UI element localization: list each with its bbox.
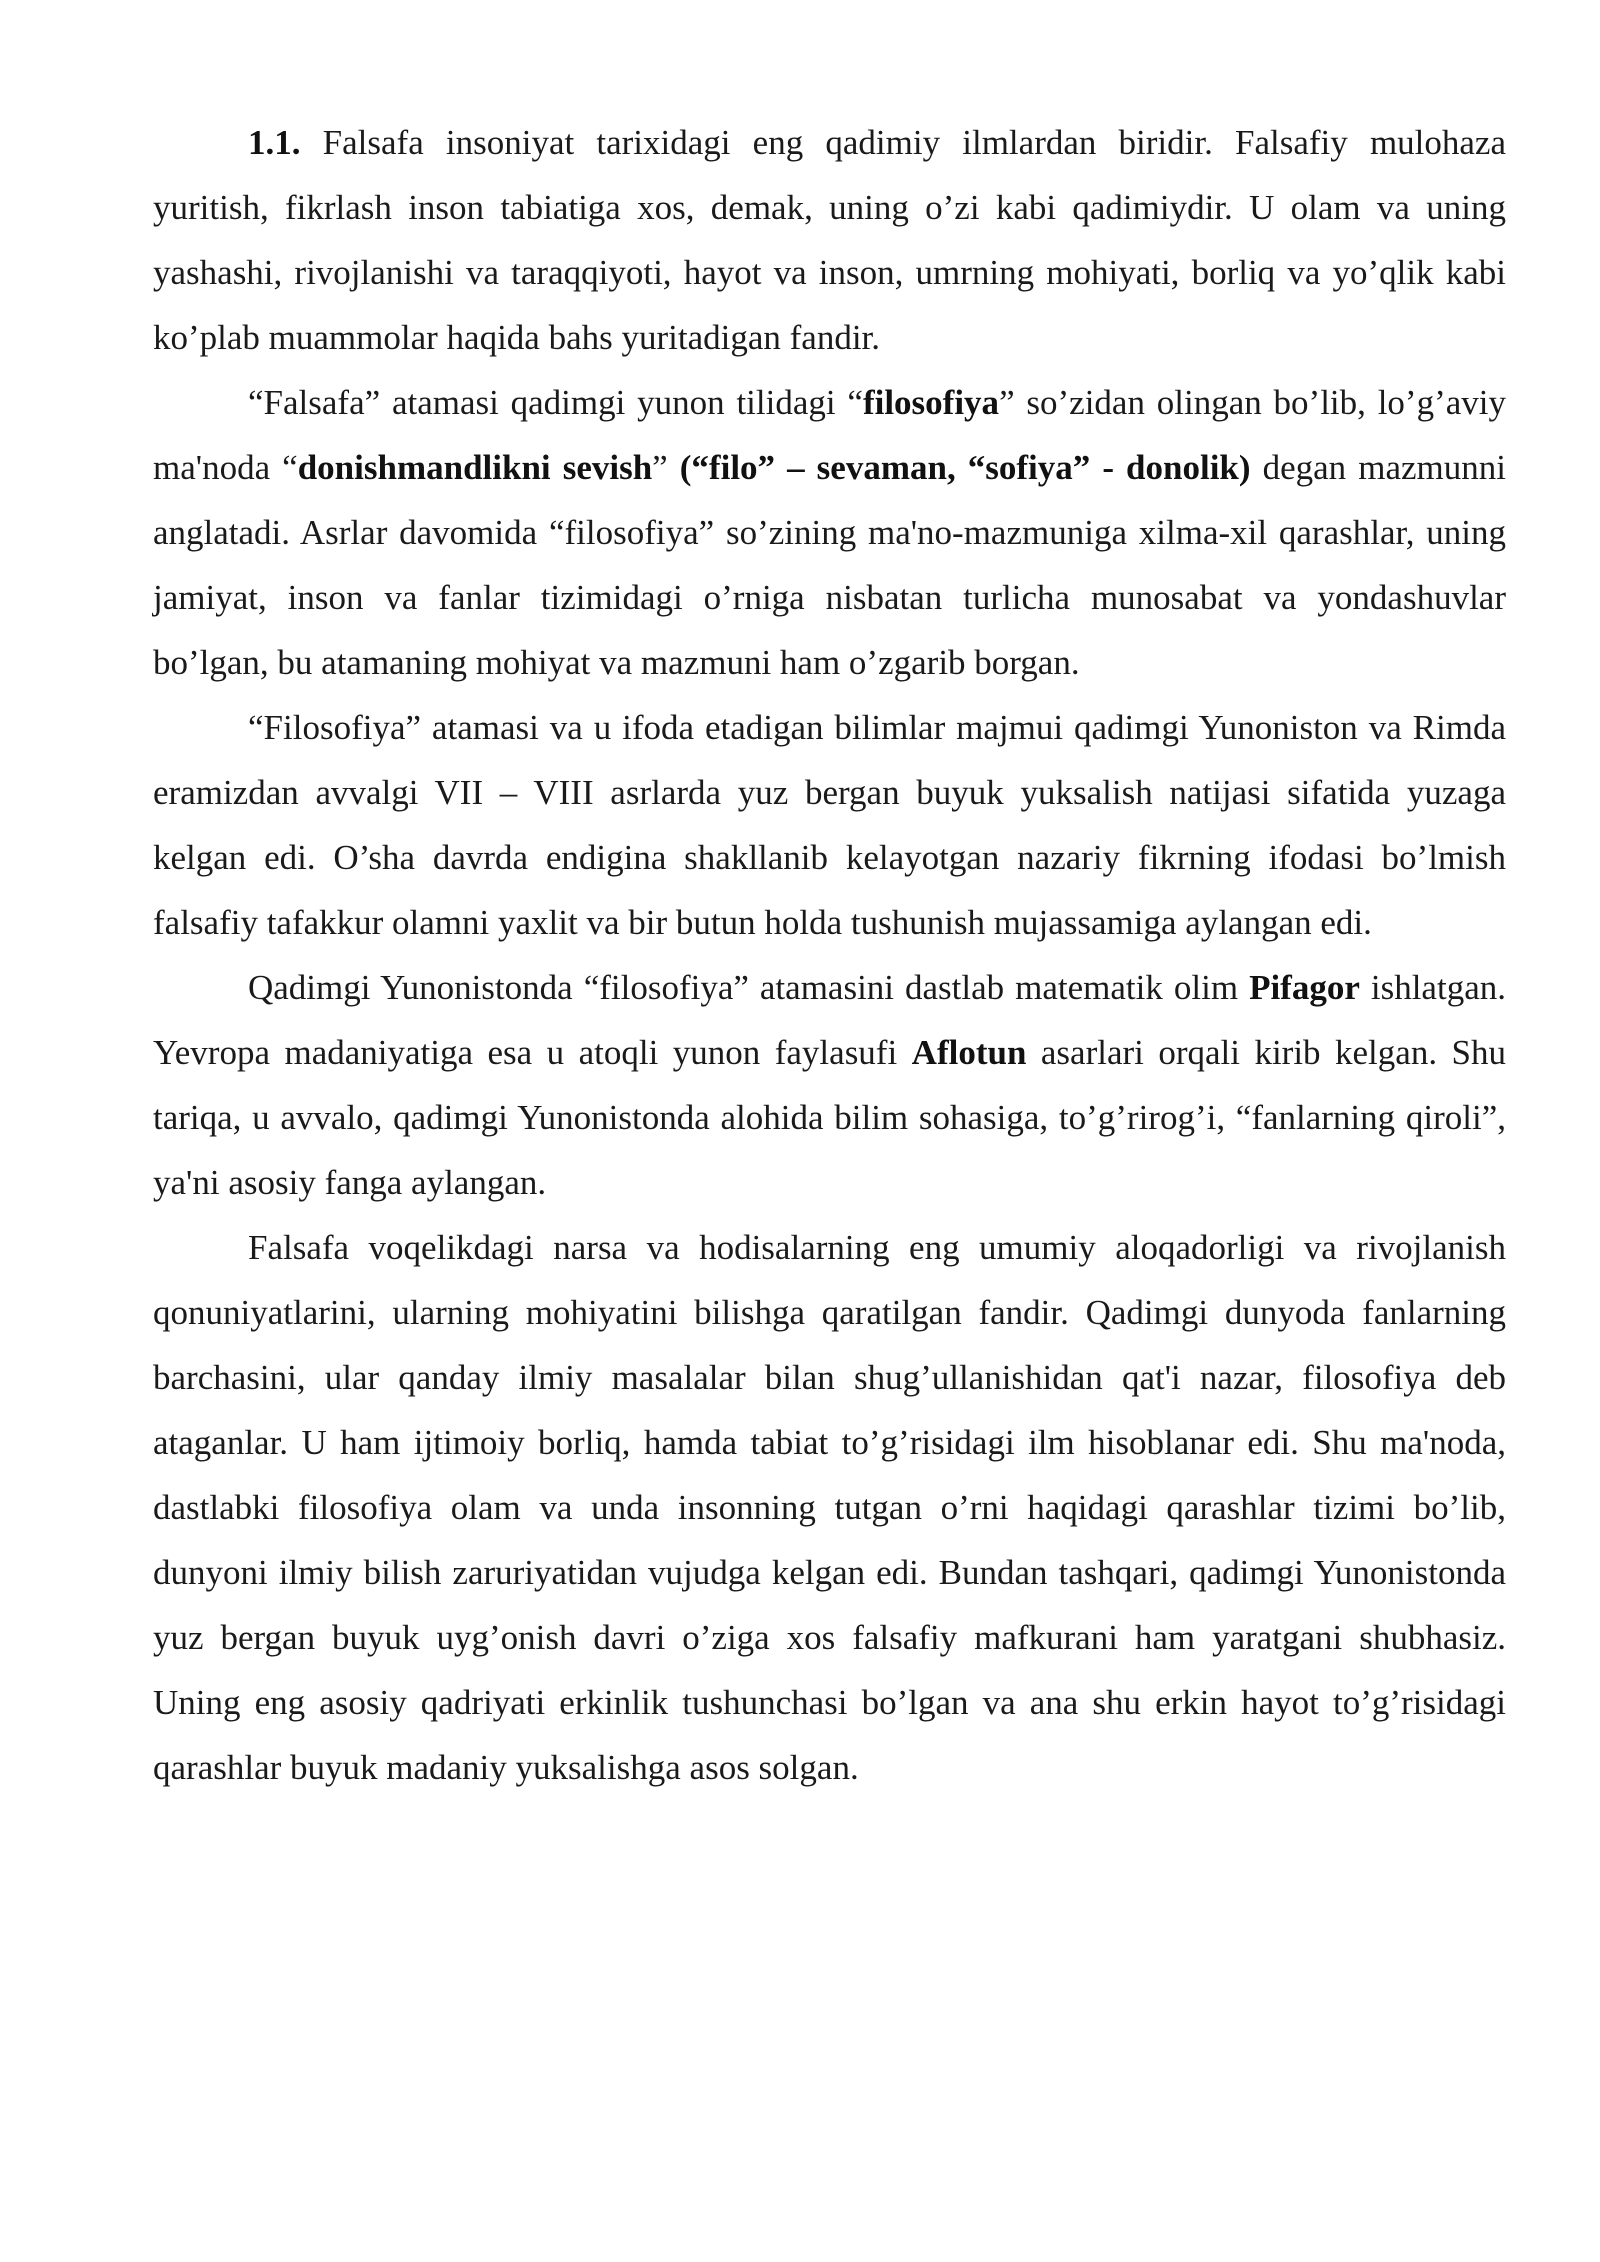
paragraph-text: Falsafa insoniyat tarixidagi eng qadimiy ilmlardan biridir. Falsafiy mulohaza yuritish, fikrlash inson tabiatiga xos, demak, uning o’zi kabi qadimiydir. U olam va uning yashashi, rivojlanishi va taraqqiyoti, hayot va inson, umrning mohiyati, borliq va yo’qlik kabi ko’plab muammolar haqida bahs yuritadigan fandir. bbox=[153, 123, 1506, 357]
paragraph-text: “Falsafa” atamasi qadimgi yunon tilidagi “ bbox=[248, 383, 863, 422]
paragraph-text: “Filosofiya” atamasi va u ifoda etadigan bilimlar majmui qadimgi Yunoniston va Rimda eramizdan avvalgi VII – VIII asrlarda yuz bergan buyuk yuksalish natijasi sifatida yuzaga kelgan edi. O’sha davrda endigina shakllanib kelayotgan nazariy fikrning ifodasi bo’lmish falsafiy tafakkur olamni yaxlit va bir butun holda tushunish mujassamiga aylangan edi. bbox=[153, 708, 1506, 942]
paragraph-text: Falsafa voqelikdagi narsa va hodisalarning eng umumiy aloqadorligi va rivojlanish qonuniyatlarini, ularning mohiyatini bilishga qaratilgan fandir. Qadimgi dunyoda fanlarning barchasini, ular qanday ilmiy masalalar bilan shug’ullanishidan qat'i nazar, filosofiya deb ataganlar. U ham ijtimoiy borliq, hamda tabiat to’g’risidagi ilm hisoblanar edi. Shu ma'noda, dastlabki filosofiya olam va unda insonning tutgan o’rni haqidagi qarashlar tizimi bo’lib, dunyoni ilmiy bilish zaruriyatidan vujudga kelgan edi. Bundan tashqari, qadimgi Yunonistonda yuz bergan buyuk uyg’onish davri o’ziga xos falsafiy mafkurani ham yaratgani shubhasiz. Uning eng asosiy qadriyati erkinlik tushunchasi bo’lgan va ana shu erkin hayot to’g’risidagi qarashlar buyuk madaniy yuksalishga asos solgan. bbox=[153, 1228, 1506, 1787]
name-pifagor: Pifagor bbox=[1249, 968, 1360, 1007]
paragraph-5 bbox=[153, 1215, 1506, 1800]
document-body bbox=[153, 110, 1506, 1800]
paragraph-text: ” bbox=[652, 448, 680, 487]
term-donishmandlikni-sevish: donishmandlikni sevish bbox=[297, 448, 653, 487]
section-number: 1.1. bbox=[248, 123, 301, 162]
term-filosofiya: filosofiya bbox=[862, 383, 1000, 422]
paragraph-1 bbox=[153, 110, 1506, 370]
paragraph-3 bbox=[153, 695, 1506, 955]
paragraph-4 bbox=[153, 955, 1506, 1215]
paragraph-text: Qadimgi Yunonistonda “filosofiya” atamasini dastlab matematik olim bbox=[248, 968, 1250, 1007]
term-etymology: (“filo” – sevaman, “sofiya” - donolik) bbox=[679, 448, 1251, 487]
paragraph-2 bbox=[153, 370, 1506, 695]
name-aflotun: Aflotun bbox=[911, 1033, 1027, 1072]
paragraph-text: ” so’zidan olingan bo’lib, lo’g’aviy ma'noda “ bbox=[153, 383, 1507, 487]
paragraph-text: asarlari orqali kirib kelgan. Shu tariqa, u avvalo, qadimgi Yunonistonda alohida bilim sohasiga, to’g’rirog’i, “fanlarning qiroli”, ya'ni asosiy fanga aylangan. bbox=[153, 1033, 1506, 1202]
paragraph-text: degan mazmunni anglatadi. Asrlar davomida “filosofiya” so’zining ma'no-mazmuniga xilma-xil qarashlar, uning jamiyat, inson va fanlar tizimidagi o’rniga nisbatan turlicha munosabat va yondashuvlar bo’lgan, bu atamaning mohiyat va mazmuni ham o’zgarib borgan. bbox=[153, 448, 1506, 682]
paragraph-text: ishlatgan. Yevropa madaniyatiga esa u atoqli yunon faylasufi bbox=[153, 968, 1506, 1072]
